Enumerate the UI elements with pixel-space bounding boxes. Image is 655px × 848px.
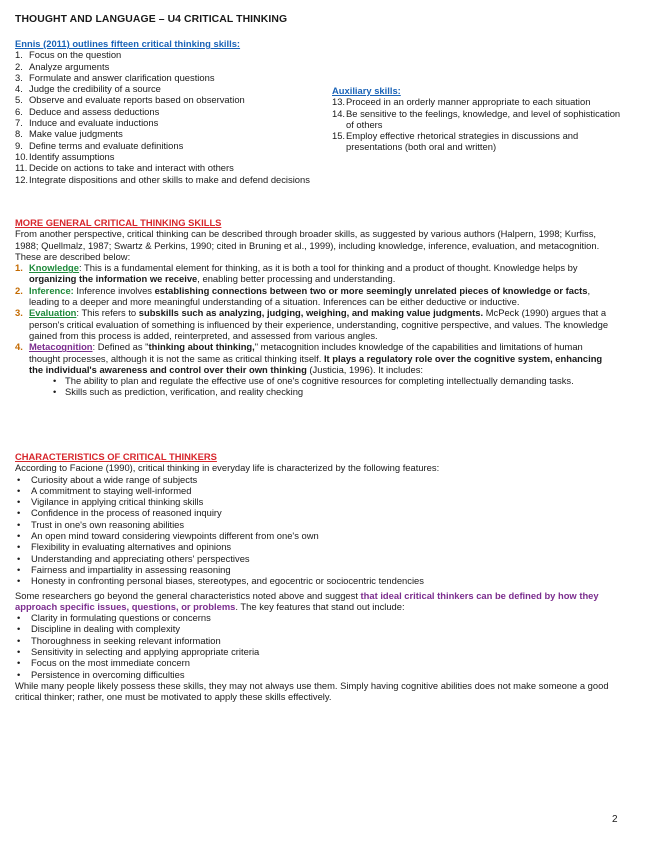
list-item xyxy=(332,96,622,107)
list-item xyxy=(15,140,375,151)
general-skills-list xyxy=(15,262,615,398)
list-number: 7. xyxy=(15,117,23,129)
list-item xyxy=(15,151,375,162)
bullet-icon: • xyxy=(17,575,21,587)
list-number: 5. xyxy=(15,94,23,106)
list-item xyxy=(15,128,375,142)
evaluation-label: Evaluation xyxy=(29,307,77,319)
list-item xyxy=(15,49,375,60)
knowledge-text: : This is a fundamental element for thinking, as it is both a tool for thinking and a product of thought. Knowledge helps by xyxy=(79,262,578,274)
bullet-icon: • xyxy=(17,563,21,575)
list-item xyxy=(332,108,622,131)
evaluation-text: : This refers to xyxy=(76,307,139,319)
skill-evaluation xyxy=(15,307,615,341)
list-item-text: Observe and evaluate reports based on observation xyxy=(29,94,245,106)
list-item xyxy=(15,72,375,83)
list-item xyxy=(15,94,375,108)
bullet-icon: • xyxy=(17,657,21,669)
metacognition-emphasis-1: thinking about thinking, xyxy=(148,341,255,353)
metacognition-emphasis-2: It plays a regulatory role over the cognitive system, enhancing the individual's awareness and control over their own thinking xyxy=(29,352,603,375)
list-item xyxy=(15,612,615,623)
list-item xyxy=(15,541,615,552)
knowledge-text-end: , enabling better processing and understanding. xyxy=(197,273,396,285)
list-item-text: Honesty in confronting personal biases, stereotypes, and egocentric or sociocentric tendencies xyxy=(31,575,424,587)
list-item xyxy=(15,61,375,72)
list-item xyxy=(15,106,375,117)
list-item xyxy=(15,657,615,668)
list-item xyxy=(15,646,615,657)
metacognition-text: : Defined as " xyxy=(92,341,149,353)
list-item-text: Persistence in overcoming difficulties xyxy=(31,668,185,680)
bullet-icon: • xyxy=(17,646,21,658)
skill-metacognition xyxy=(15,341,615,397)
skill-knowledge xyxy=(15,262,615,285)
list-item-text: Focus on the most immediate concern xyxy=(31,657,190,669)
closing-paragraph: While many people likely possess these skills, they may not always use them. Simply having cognitive abilities does not make someone a good critical thinker; rather, one must be motivated to apply these skills effectively. xyxy=(15,679,609,703)
list-item-text: Vigilance in applying critical thinking skills xyxy=(31,496,204,508)
list-item-text: Understanding and appreciating others' perspectives xyxy=(31,552,250,564)
list-item xyxy=(15,485,615,496)
list-item-text: Identify assumptions xyxy=(29,150,115,162)
list-item xyxy=(15,564,615,575)
knowledge-label: Knowledge xyxy=(29,262,80,274)
list-item xyxy=(15,623,615,634)
list-item xyxy=(15,162,375,173)
bullet-icon: • xyxy=(17,634,21,646)
list-item-text: Integrate dispositions and other skills to make and defend decisions xyxy=(29,173,310,185)
list-number: 14. xyxy=(332,107,346,119)
list-item-text: Skills such as prediction, verification, and reality checking xyxy=(65,386,304,398)
ideal-thinkers-paragraph xyxy=(15,590,615,613)
inference-label: Inference: xyxy=(29,284,74,296)
list-item-text: Trust in one's own reasoning abilities xyxy=(31,518,185,530)
evaluation-emphasis: subskills such as analyzing, judging, weighing, and making value judgments. xyxy=(138,307,484,319)
list-item xyxy=(15,174,375,185)
list-number: 2. xyxy=(15,284,23,296)
bullet-icon: • xyxy=(17,507,21,519)
list-number: 6. xyxy=(15,105,23,117)
ennis-heading: Ennis (2011) outlines fifteen critical thinking skills: xyxy=(15,38,241,49)
general-skills-intro: From another perspective, critical thinking can be described through broader skills, as suggested by various authors (Halpern, 1998; Kurfiss, 1988; Quellmalz, 1987; Swartz & Perkins, 1990; cited in Bruning et al., 1999), including knowledge, inference, evaluation, and metacognition. These are described below: xyxy=(15,228,600,262)
list-item-text: Clarity in formulating questions or concerns xyxy=(31,612,211,624)
characteristics-intro: According to Facione (1990), critical thinking in everyday life is characterized by the following features: xyxy=(15,462,440,474)
inference-text-end: , leading to a deeper and more meaningful understanding of a situation. Inferences can be either deductive or inductive. xyxy=(29,284,591,308)
list-item-text: Judge the credibility of a source xyxy=(29,83,161,95)
metacognition-text-end: (Justicia, 1996). It includes: xyxy=(306,363,424,375)
characteristics-heading: CHARACTERISTICS OF CRITICAL THINKERS xyxy=(15,451,217,462)
auxiliary-skills-list xyxy=(332,96,622,152)
metacognition-label: Metacognition xyxy=(29,341,93,353)
list-number: 3. xyxy=(15,307,23,319)
list-number: 4. xyxy=(15,83,23,95)
list-number: 4. xyxy=(15,341,23,353)
general-skills-section xyxy=(15,217,615,398)
list-number: 13. xyxy=(332,96,346,108)
list-number: 9. xyxy=(15,139,23,151)
bullet-icon: • xyxy=(17,623,21,635)
list-item-text: Employ effective rhetorical strategies in discussions and presentations (both oral and written) xyxy=(346,130,579,153)
evaluation-text-end: McPeck (1990) argues that a person's critical evaluation of something is influenced by their experience, understanding, cognitive perspective, and values. The knowledge gained from this process is added, reinterpreted, and assessed from various angles. xyxy=(29,307,609,341)
skill-inference xyxy=(15,285,615,308)
page-title: THOUGHT AND LANGUAGE – U4 CRITICAL THINKING xyxy=(15,14,288,25)
list-item xyxy=(15,669,615,680)
list-item xyxy=(15,496,615,507)
bullet-icon: • xyxy=(17,530,21,542)
list-item-text: Curiosity about a wide range of subjects xyxy=(31,473,198,485)
knowledge-emphasis: organizing the information we receive xyxy=(29,273,198,285)
metacognition-text-mid: " metacognition includes knowledge of the capabilities and limitations of human thought processes, although it is not the same as critical thinking itself. xyxy=(29,341,583,364)
bullet-icon: • xyxy=(17,496,21,508)
list-item-text: Decide on actions to take and interact with others xyxy=(29,162,234,174)
list-item xyxy=(15,507,615,518)
bullet-icon: • xyxy=(53,386,57,398)
list-item xyxy=(332,130,622,153)
bullet-icon: • xyxy=(17,541,21,553)
list-number: 8. xyxy=(15,128,23,140)
ennis-skills-section xyxy=(15,38,375,185)
list-number: 11. xyxy=(15,162,28,174)
list-number: 1. xyxy=(15,49,23,61)
list-number: 3. xyxy=(15,71,23,83)
list-item-text: Thoroughness in seeking relevant information xyxy=(31,634,221,646)
list-item-text: Fairness and impartiality in assessing reasoning xyxy=(31,563,231,575)
list-number: 2. xyxy=(15,60,23,72)
list-item xyxy=(15,530,615,541)
list-item-text: Focus on the question xyxy=(29,49,122,61)
metacognition-sublist xyxy=(29,375,615,398)
bullet-icon: • xyxy=(53,375,57,387)
bullet-icon: • xyxy=(17,552,21,564)
list-item xyxy=(15,519,615,530)
list-number: 10. xyxy=(15,150,29,162)
ideal-thinkers-text-end: . The key features that stand out include: xyxy=(235,600,405,612)
characteristics-section xyxy=(15,451,615,703)
list-item-text: Make value judgments xyxy=(29,128,123,140)
list-item-text: Analyze arguments xyxy=(29,60,110,72)
list-number: 15. xyxy=(332,130,346,142)
bullet-icon: • xyxy=(17,518,21,530)
list-item-text: The ability to plan and regulate the effective use of one's cognitive resources for completing intellectually demanding tasks. xyxy=(65,375,574,387)
bullet-icon: • xyxy=(17,612,21,624)
list-item-text: Deduce and assess deductions xyxy=(29,105,160,117)
list-item xyxy=(15,474,615,485)
key-features-list xyxy=(15,612,615,680)
list-item-text: Be sensitive to the feelings, knowledge, and level of sophistication of others xyxy=(346,107,621,130)
page-number: 2 xyxy=(612,814,618,825)
list-item xyxy=(15,553,615,564)
list-item-text: Confidence in the process of reasoned inquiry xyxy=(31,507,222,519)
characteristics-list xyxy=(15,474,615,587)
inference-text: Inference involves xyxy=(73,284,155,296)
list-item-text: A commitment to staying well-informed xyxy=(31,484,192,496)
list-item xyxy=(53,375,615,386)
list-item xyxy=(15,575,615,586)
list-number: 12. xyxy=(15,173,29,185)
auxiliary-heading: Auxiliary skills: xyxy=(332,85,401,96)
auxiliary-skills-section xyxy=(332,85,622,153)
list-item-text: An open mind toward considering viewpoints different from one's own xyxy=(31,530,319,542)
list-item-text: Induce and evaluate inductions xyxy=(29,117,159,129)
general-skills-heading: MORE GENERAL CRITICAL THINKING SKILLS xyxy=(15,217,222,228)
ideal-thinkers-emphasis: that ideal critical thinkers can be defined by how they approach specific issues, questions, or problems xyxy=(15,589,599,612)
ennis-skills-list xyxy=(15,49,375,185)
list-item-text: Sensitivity in selecting and applying appropriate criteria xyxy=(31,646,260,658)
inference-emphasis: establishing connections between two or more seemingly unrelated pieces of knowledge or facts xyxy=(154,284,588,296)
bullet-icon: • xyxy=(17,473,21,485)
list-item-text: Discipline in dealing with complexity xyxy=(31,623,181,635)
bullet-icon: • xyxy=(17,668,21,680)
ideal-thinkers-text: Some researchers go beyond the general characteristics noted above and suggest xyxy=(15,589,361,601)
bullet-icon: • xyxy=(17,484,21,496)
list-item-text: Formulate and answer clarification questions xyxy=(29,71,215,83)
list-item-text: Proceed in an orderly manner appropriate to each situation xyxy=(346,96,591,108)
list-item xyxy=(15,83,375,94)
list-item-text: Flexibility in evaluating alternatives and opinions xyxy=(31,541,232,553)
list-item-text: Define terms and evaluate definitions xyxy=(29,139,184,151)
list-item xyxy=(15,117,375,128)
list-item xyxy=(53,386,615,397)
list-number: 1. xyxy=(15,262,23,274)
list-item xyxy=(15,635,615,646)
